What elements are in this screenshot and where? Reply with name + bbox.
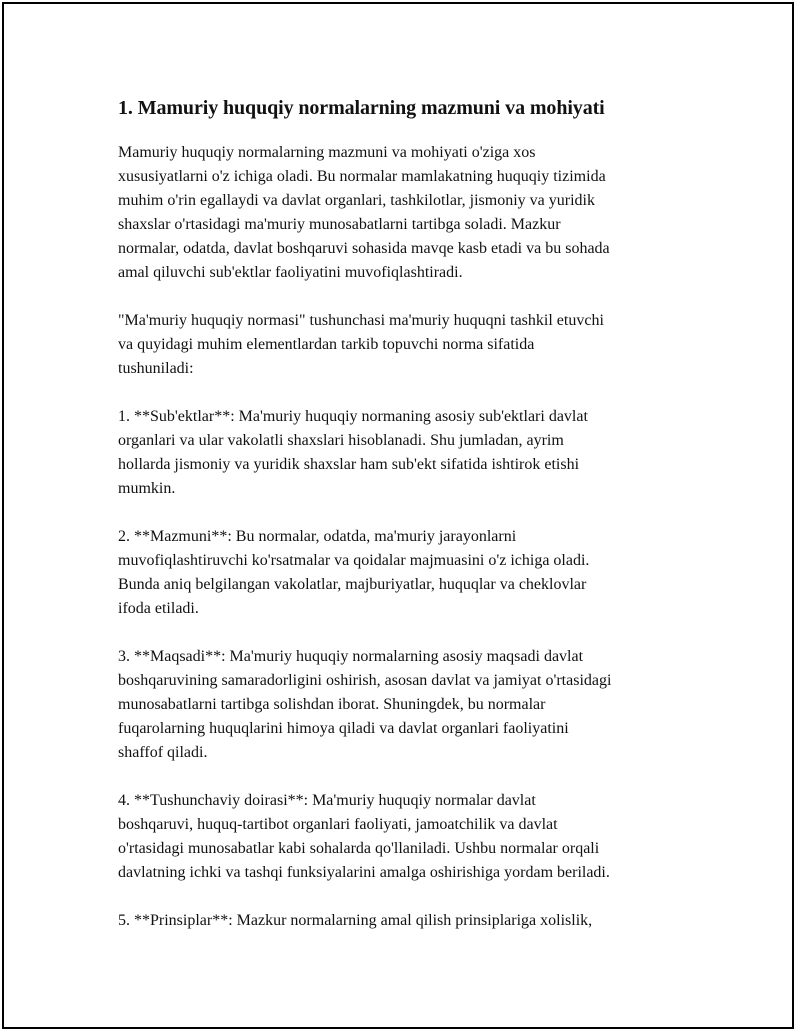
list-item-content: 2. **Mazmuni**: Bu normalar, odatda, ma'muriy jarayonlarni muvofiqlashtiruvchi ko'rsatmalar va qoidalar majmuasini o'z ichiga oladi. Bunda aniq belgilangan vakolatlar, majburiyatlar, huquqlar va cheklovlar ifoda etiladi. [118, 528, 590, 617]
definition-paragraph: "Ma'muriy huquqiy normasi" tushunchasi ma'muriy huquqni tashkil etuvchi va quyidagi muhim elementlardan tarkib topuvchi norma sifatida tushuniladi: [118, 312, 604, 377]
intro-paragraph: Mamuriy huquqiy normalarning mazmuni va mohiyati o'ziga xos xususiyatlarni o'z ichiga oladi. Bu normalar mamlakatning huquqiy tizimida muhim o'rin egallaydi va davlat organlari, tashkilotlar, jismoniy va yuridik shaxslar o'rtasidagi ma'muriy munosabatlarni tartibga soladi. Mazkur normalar, odatda, davlat boshqaruvi sohasida mavqe kasb etadi va bu sohada amal qiluvchi sub'ektlar faoliyatini muvofiqlashtiradi. [118, 144, 610, 281]
list-item-principles: 5. **Prinsiplar**: Mazkur normalarning amal qilish prinsiplariga xolislik, [118, 912, 593, 929]
list-item-subjects: 1. **Sub'ektlar**: Ma'muriy huquqiy normaning asosiy sub'ektlari davlat organlari va ular vakolatli shaxslari hisoblanadi. Shu jumladan, ayrim hollarda jismoniy va yuridik shaxslar ham sub'ekt sifatida ishtirok etishi mumkin. [118, 408, 588, 497]
section-heading: 1. Mamuriy huquqiy normalarning mazmuni va mohiyati [118, 97, 605, 119]
document-body [118, 96, 698, 957]
list-item-scope: 4. **Tushunchaviy doirasi**: Ma'muriy huquqiy normalar davlat boshqaruvi, huquq-tartibot organlari faoliyati, jamoatchilik va davlat o'rtasidagi munosabatlar kabi sohalarda qo'llaniladi. Ushbu normalar orqali davlatning ichki va tashqi funksiyalarini amalga oshirishiga yordam beriladi. [118, 792, 610, 881]
list-item-purpose: 3. **Maqsadi**: Ma'muriy huquqiy normalarning asosiy maqsadi davlat boshqaruvining samaradorligini oshirish, asosan davlat va jamiyat o'rtasidagi munosabatlarni tartibga solishdan iborat. Shuningdek, bu normalar fuqarolarning huquqlarini himoya qiladi va davlat organlari faoliyatini shaffof qiladi. [118, 648, 612, 761]
